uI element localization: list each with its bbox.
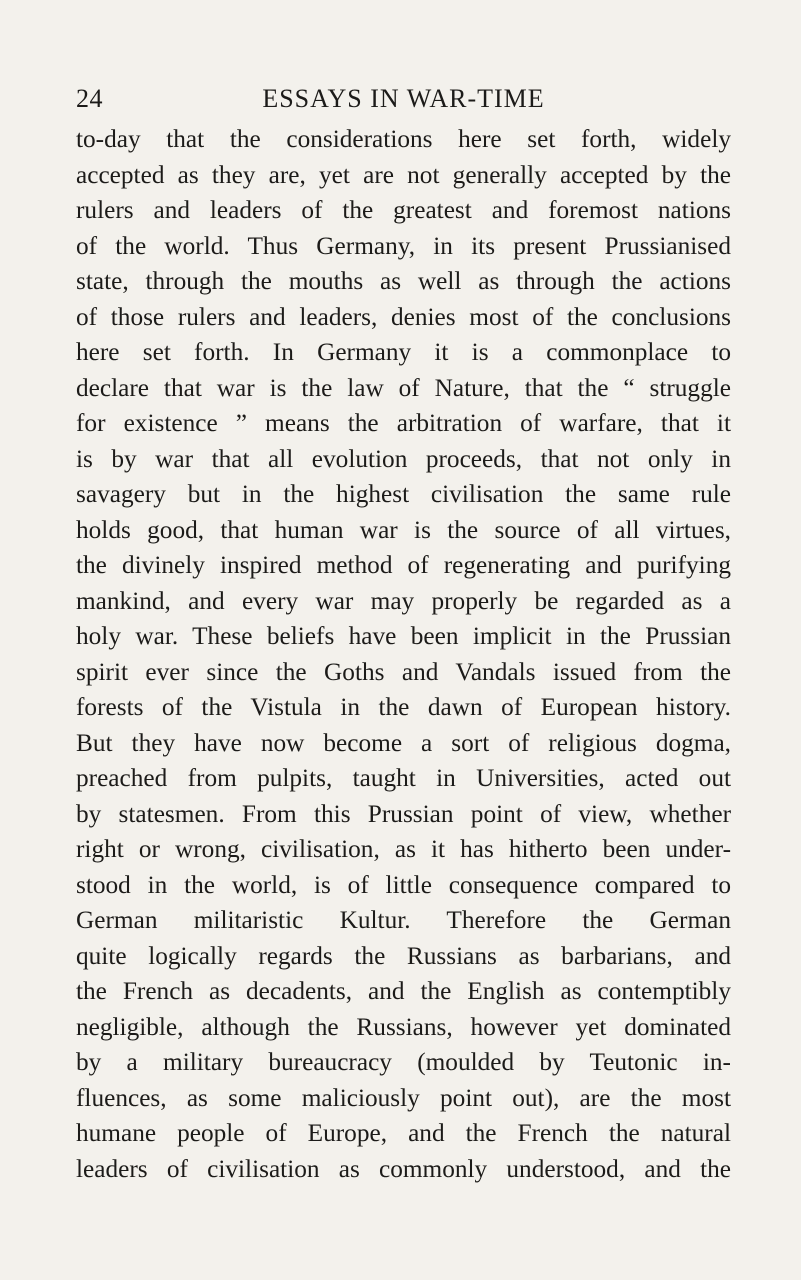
text-line: here set forth. In Germany it is a commonplace to [76, 338, 731, 366]
text-line: But they have now become a sort of religious dogma, [76, 728, 731, 757]
text-line: the divinely inspired method of regenerating and purifying [76, 551, 731, 579]
text-line: rulers and leaders of the greatest and foremost nations [76, 196, 731, 224]
page-number: 24 [76, 84, 103, 113]
text-line: is by war that all evolution proceeds, that not only in [76, 444, 731, 473]
text-line: forests of the Vistula in the dawn of European history. [76, 693, 731, 721]
text-line: declare that war is the law of Nature, that the “ struggle [76, 373, 731, 402]
body-text [76, 122, 731, 1187]
text-line: by a military bureaucracy (moulded by Teutonic in- [76, 1048, 731, 1076]
text-line: holy war. These beliefs have been implicit in the Prussian [76, 622, 731, 650]
text-line: of the world. Thus Germany, in its present Prussianised [76, 231, 731, 260]
text-line: negligible, although the Russians, however yet dominated [76, 1012, 731, 1041]
text-line: preached from pulpits, taught in Universities, acted out [76, 764, 731, 792]
text-line: humane people of Europe, and the French the natural [76, 1119, 731, 1147]
text-line: the French as decadents, and the English as contemptibly [76, 977, 731, 1005]
text-line: for existence ” means the arbitration of warfare, that it [76, 409, 731, 437]
text-line: stood in the world, is of little consequence compared to [76, 870, 731, 899]
text-line: of those rulers and leaders, denies most of the conclusions [76, 302, 731, 331]
text-line: German militaristic Kultur. Therefore the German [76, 906, 731, 934]
text-line: holds good, that human war is the source of all virtues, [76, 515, 731, 544]
running-head [76, 84, 731, 124]
text-line: spirit ever since the Goths and Vandals issued from the [76, 657, 731, 686]
text-line: savagery but in the highest civilisation the same rule [76, 480, 731, 508]
text-line: leaders of civilisation as commonly understood, and the [76, 1154, 731, 1183]
text-line: mankind, and every war may properly be regarded as a [76, 586, 731, 615]
text-line: by statesmen. From this Prussian point of view, whether [76, 799, 731, 828]
text-line: state, through the mouths as well as through the actions [76, 267, 731, 295]
text-line: quite logically regards the Russians as barbarians, and [76, 941, 731, 970]
running-title: ESSAYS IN WAR-TIME [262, 84, 545, 113]
text-line: accepted as they are, yet are not generally accepted by the [76, 160, 731, 189]
text-line: to-day that the considerations here set forth, widely [76, 125, 731, 153]
text-line: right or wrong, civilisation, as it has hitherto been under- [76, 835, 731, 863]
text-line: fluences, as some maliciously point out), are the most [76, 1083, 731, 1112]
